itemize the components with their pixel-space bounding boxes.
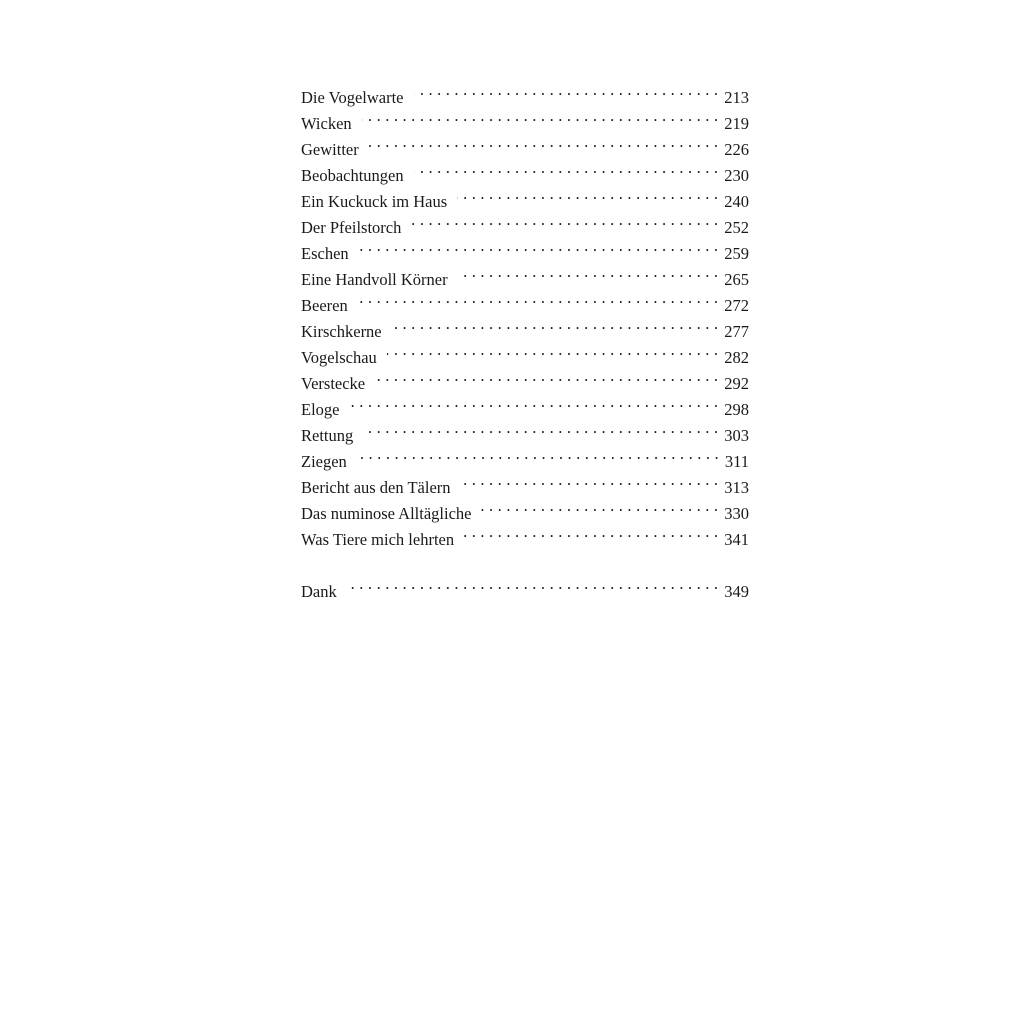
toc-entry-page: 313 — [724, 478, 749, 497]
dot-leader — [458, 259, 719, 285]
dot-leader — [411, 207, 718, 233]
toc-entry-page: 226 — [724, 140, 749, 159]
dot-leader — [358, 285, 719, 311]
toc-entry-title: Eloge — [301, 400, 340, 419]
toc-entry — [301, 77, 749, 107]
dot-leader — [369, 129, 719, 155]
dot-leader — [392, 311, 719, 337]
toc-entry-title: Die Vogelwarte — [301, 88, 404, 107]
dot-leader — [350, 389, 719, 415]
toc-entry-title: Ein Kuckuck im Haus — [301, 192, 448, 211]
dot-leader — [357, 441, 719, 467]
toc-entry-title: Gewitter — [301, 140, 359, 159]
dot-leader — [359, 233, 719, 259]
toc-entry — [301, 441, 749, 471]
toc-entry-title: Eschen — [301, 244, 349, 263]
dot-leader — [362, 103, 719, 129]
toc-entry-page: 303 — [724, 426, 749, 445]
toc-entry-title: Beobachtungen — [301, 166, 404, 185]
toc-entry-page: 277 — [724, 322, 749, 341]
dot-leader — [363, 415, 718, 441]
dot-leader — [387, 337, 718, 363]
dot-leader — [461, 467, 719, 493]
toc-entry-title: Dank — [301, 582, 337, 601]
dot-leader — [414, 155, 719, 181]
toc-entry-page: 311 — [724, 452, 749, 471]
toc-entry-closing — [301, 571, 749, 601]
toc-entry — [301, 129, 749, 159]
toc-entry-page: 230 — [724, 166, 749, 185]
toc-entry — [301, 285, 749, 315]
toc-entry — [301, 311, 749, 341]
toc-entry-page: 349 — [724, 582, 749, 601]
dot-leader — [457, 181, 718, 207]
toc-entry-title: Vogelschau — [301, 348, 377, 367]
dot-leader — [464, 519, 718, 545]
table-of-contents — [301, 77, 749, 601]
toc-entry-page: 219 — [724, 114, 749, 133]
toc-entry-page: 282 — [724, 348, 749, 367]
toc-entry — [301, 259, 749, 289]
toc-entry-page: 292 — [724, 374, 749, 393]
toc-entry — [301, 233, 749, 263]
toc-entry-title: Was Tiere mich lehrten — [301, 530, 455, 549]
toc-entry — [301, 103, 749, 133]
dot-leader — [347, 571, 719, 597]
toc-entry-title: Ziegen — [301, 452, 347, 471]
toc-entry-page: 213 — [724, 88, 749, 107]
toc-entry — [301, 389, 749, 419]
toc-entry-title: Beeren — [301, 296, 348, 315]
toc-entry-title: Bericht aus den Tälern — [301, 478, 451, 497]
toc-entry-title: Der Pfeilstorch — [301, 218, 402, 237]
toc-entry-title: Rettung — [301, 426, 354, 445]
dot-leader — [375, 363, 718, 389]
toc-entry-page: 341 — [724, 530, 749, 549]
toc-entry — [301, 467, 749, 497]
toc-entry-page: 272 — [724, 296, 749, 315]
toc-entry — [301, 415, 749, 445]
toc-entry-page: 330 — [724, 504, 749, 523]
toc-entry-title: Wicken — [301, 114, 352, 133]
dot-leader — [481, 493, 718, 519]
toc-entry-page: 252 — [724, 218, 749, 237]
toc-entry — [301, 155, 749, 185]
toc-entry-title: Verstecke — [301, 374, 366, 393]
toc-entry-page: 240 — [724, 192, 749, 211]
toc-entry-page: 298 — [724, 400, 749, 419]
dot-leader — [414, 77, 719, 103]
toc-entry-page: 265 — [724, 270, 749, 289]
toc-entry-title: Das numinose Alltägliche — [301, 504, 472, 523]
toc-entry-title: Kirschkerne — [301, 322, 382, 341]
toc-entry-page: 259 — [724, 244, 749, 263]
toc-entry-title: Eine Handvoll Körner — [301, 270, 448, 289]
